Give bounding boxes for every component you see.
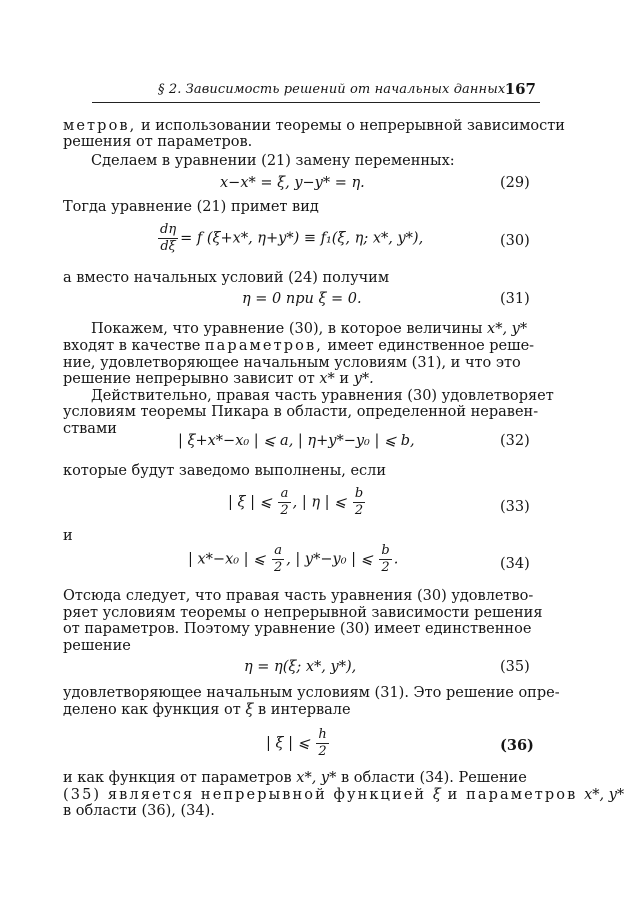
text-line: ствами	[63, 421, 117, 437]
text-line: (35) является непрерывной функцией ξ и параметров x*, y*	[63, 787, 624, 803]
equation-30: $\frac{d\eta}{d\xi}$ = f (ξ+x*, η+y*) ≡ f₁(ξ, η; x*, y*),	[160, 222, 424, 254]
equation-number-34: (34)	[500, 556, 530, 572]
equation-31: η = 0 при ξ = 0.	[242, 291, 362, 307]
text-line: Действительно, правая часть уравнения (30) удовлетворяет	[91, 388, 554, 404]
text-line: входят в качестве параметров, имеет единственное реше-	[63, 338, 535, 354]
equation-number-29: (29)	[500, 175, 530, 191]
text-line: делено как функция от ξ в интервале	[63, 702, 351, 718]
fraction: $\frac{a}{2}$	[280, 486, 289, 518]
equation-number-32: (32)	[500, 433, 530, 449]
text-line: решение непрерывно зависит от x* и y*.	[63, 371, 374, 387]
text-line: условиям теоремы Пикара в области, определенной неравен-	[63, 404, 539, 420]
fraction: $\frac{h}{2}$	[318, 727, 327, 759]
fraction: $\frac{b}{2}$	[354, 486, 364, 518]
equation-35: η = η(ξ; x*, y*),	[244, 659, 357, 675]
text-line: и	[63, 528, 73, 544]
fraction: $\frac{b}{2}$	[381, 543, 390, 575]
text-line: Отсюда следует, что правая часть уравнения (30) удовлетво-	[63, 588, 534, 604]
text-line: в области (36), (34).	[63, 803, 215, 819]
text-line: решение	[63, 638, 131, 654]
equation-number-36: (36)	[500, 737, 534, 754]
fraction: $\frac{a}{2}$	[273, 543, 283, 575]
equation-number-35: (35)	[500, 659, 530, 675]
text-line: и как функция от параметров x*, y* в области (34). Решение	[63, 770, 527, 786]
text-line: Тогда уравнение (21) примет вид	[63, 199, 319, 215]
text-line: удовлетворяющее начальным условиям (31). Это решение опре-	[63, 685, 560, 701]
text-line: ряет условиям теоремы о непрерывной зависимости решения	[63, 605, 543, 621]
equation-number-33: (33)	[500, 499, 530, 515]
equation-33: | ξ | ⩽ $\frac{a}{2}$ , | η | ⩽ $\frac{b}{2}$	[228, 486, 364, 518]
derivative-fraction: $\frac{d\eta}{d\xi}$	[160, 222, 177, 254]
text-line: решения от параметров.	[63, 134, 253, 150]
running-title: § 2. Зависимость решений от начальных данных	[158, 82, 506, 97]
text-line: Покажем, что уравнение (30), в которое величины x*, y*	[91, 321, 528, 337]
equation-34: | x*−x₀ | ⩽ $\frac{a}{2}$ , | y*−y₀ | ⩽ $\frac{b}{2}$ .	[188, 543, 399, 575]
equation-32: | ξ+x*−x₀ | ⩽ a, | η+y*−y₀ | ⩽ b,	[178, 433, 415, 449]
equation-36: | ξ | ⩽ $\frac{h}{2}$	[266, 727, 327, 759]
text-line: которые будут заведомо выполнены, если	[63, 463, 387, 479]
equation-number-30: (30)	[500, 233, 530, 249]
running-header	[92, 80, 540, 103]
text-line: метров, и использовании теоремы о непрерывной зависимости	[63, 118, 565, 134]
page-number: 167	[504, 80, 536, 98]
text-line: ние, удовлетворяющее начальным условиям (31), и что это	[63, 355, 521, 371]
text-line: от параметров. Поэтому уравнение (30) имеет единственное	[63, 621, 532, 637]
equation-number-31: (31)	[500, 291, 530, 307]
text-line: Сделаем в уравнении (21) замену переменных:	[91, 153, 455, 169]
text-line: а вместо начальных условий (24) получим	[63, 270, 390, 286]
equation-29: x−x* = ξ, y−y* = η.	[220, 175, 365, 191]
